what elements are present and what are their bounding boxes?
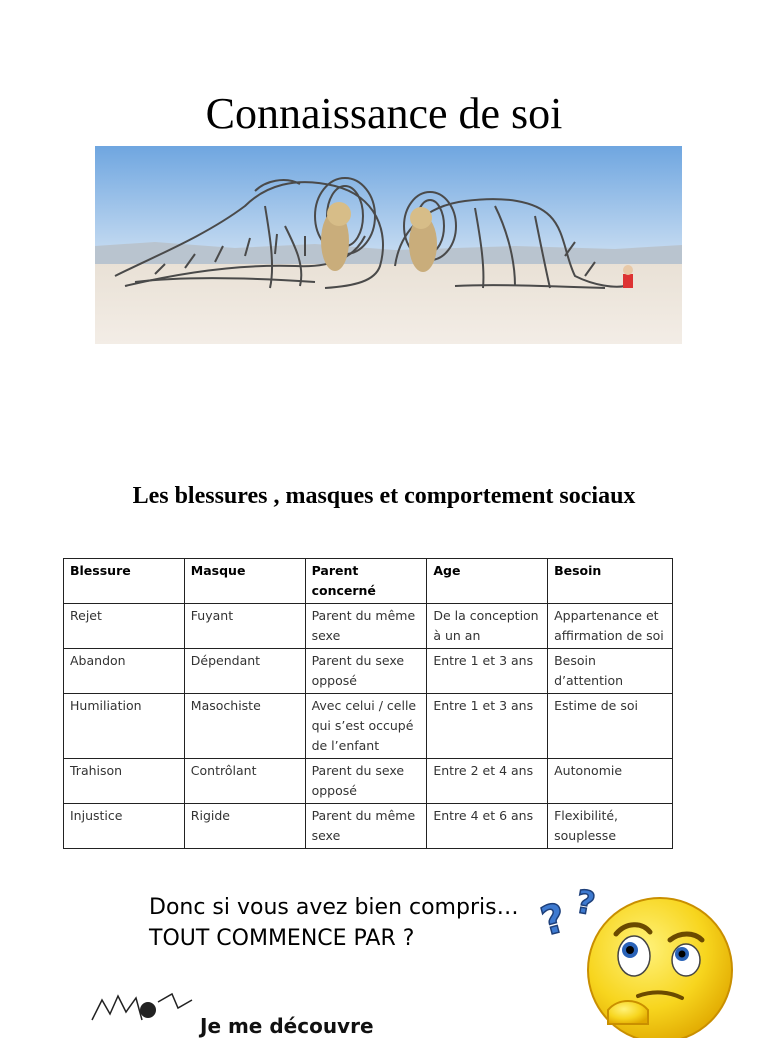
table-row: [64, 649, 673, 694]
logo: [82, 990, 402, 1038]
question-line-2: TOUT COMMENCE PAR ?: [149, 926, 415, 951]
svg-text:?: ?: [536, 894, 571, 946]
table-row: [64, 694, 673, 759]
table-cell: Rigide: [184, 804, 305, 849]
table-cell: Appartenance et affirmation de soi: [548, 604, 673, 649]
table-cell: Parent du sexe opposé: [305, 759, 427, 804]
column-header: Age: [427, 559, 548, 604]
page-title: Connaissance de soi: [205, 89, 563, 138]
table-cell: Flexibilité, souplesse: [548, 804, 673, 849]
table-cell: Parent du même sexe: [305, 804, 427, 849]
table-header-row: [64, 559, 673, 604]
table-cell: Entre 4 et 6 ans: [427, 804, 548, 849]
thinking-smiley-icon: [538, 880, 738, 1024]
table-cell: Rejet: [64, 604, 185, 649]
svg-text:?: ?: [573, 882, 598, 923]
table-cell: Contrôlant: [184, 759, 305, 804]
table-cell: Estime de soi: [548, 694, 673, 759]
wounds-table: [63, 558, 673, 849]
table-cell: Parent du même sexe: [305, 604, 427, 649]
table-cell: Dépendant: [184, 649, 305, 694]
column-header: Besoin: [548, 559, 673, 604]
table-row: [64, 759, 673, 804]
table-cell: Masochiste: [184, 694, 305, 759]
table-cell: Entre 1 et 3 ans: [427, 694, 548, 759]
table-cell: Entre 1 et 3 ans: [427, 649, 548, 694]
table-cell: Trahison: [64, 759, 185, 804]
column-header: Parent concerné: [305, 559, 427, 604]
table-cell: Fuyant: [184, 604, 305, 649]
table-cell: Avec celui / celle qui s’est occupé de l’enfant: [305, 694, 427, 759]
logo-icon: [82, 990, 202, 1024]
table-row: [64, 604, 673, 649]
table-cell: Autonomie: [548, 759, 673, 804]
table-cell: Injustice: [64, 804, 185, 849]
logo-text: Je me découvre: [200, 1014, 374, 1038]
table-cell: De la conception à un an: [427, 604, 548, 649]
question-line-1: Donc si vous avez bien compris…: [149, 895, 519, 920]
table-cell: Entre 2 et 4 ans: [427, 759, 548, 804]
table-cell: Abandon: [64, 649, 185, 694]
sculpture-photo: [95, 146, 682, 344]
table-cell: Humiliation: [64, 694, 185, 759]
section-subtitle: Les blessures , masques et comportement sociaux: [132, 483, 636, 509]
question-text: [149, 892, 519, 954]
table-cell: Besoin d’attention: [548, 649, 673, 694]
table-row: [64, 804, 673, 849]
table-cell: Parent du sexe opposé: [305, 649, 427, 694]
column-header: Blessure: [64, 559, 185, 604]
column-header: Masque: [184, 559, 305, 604]
